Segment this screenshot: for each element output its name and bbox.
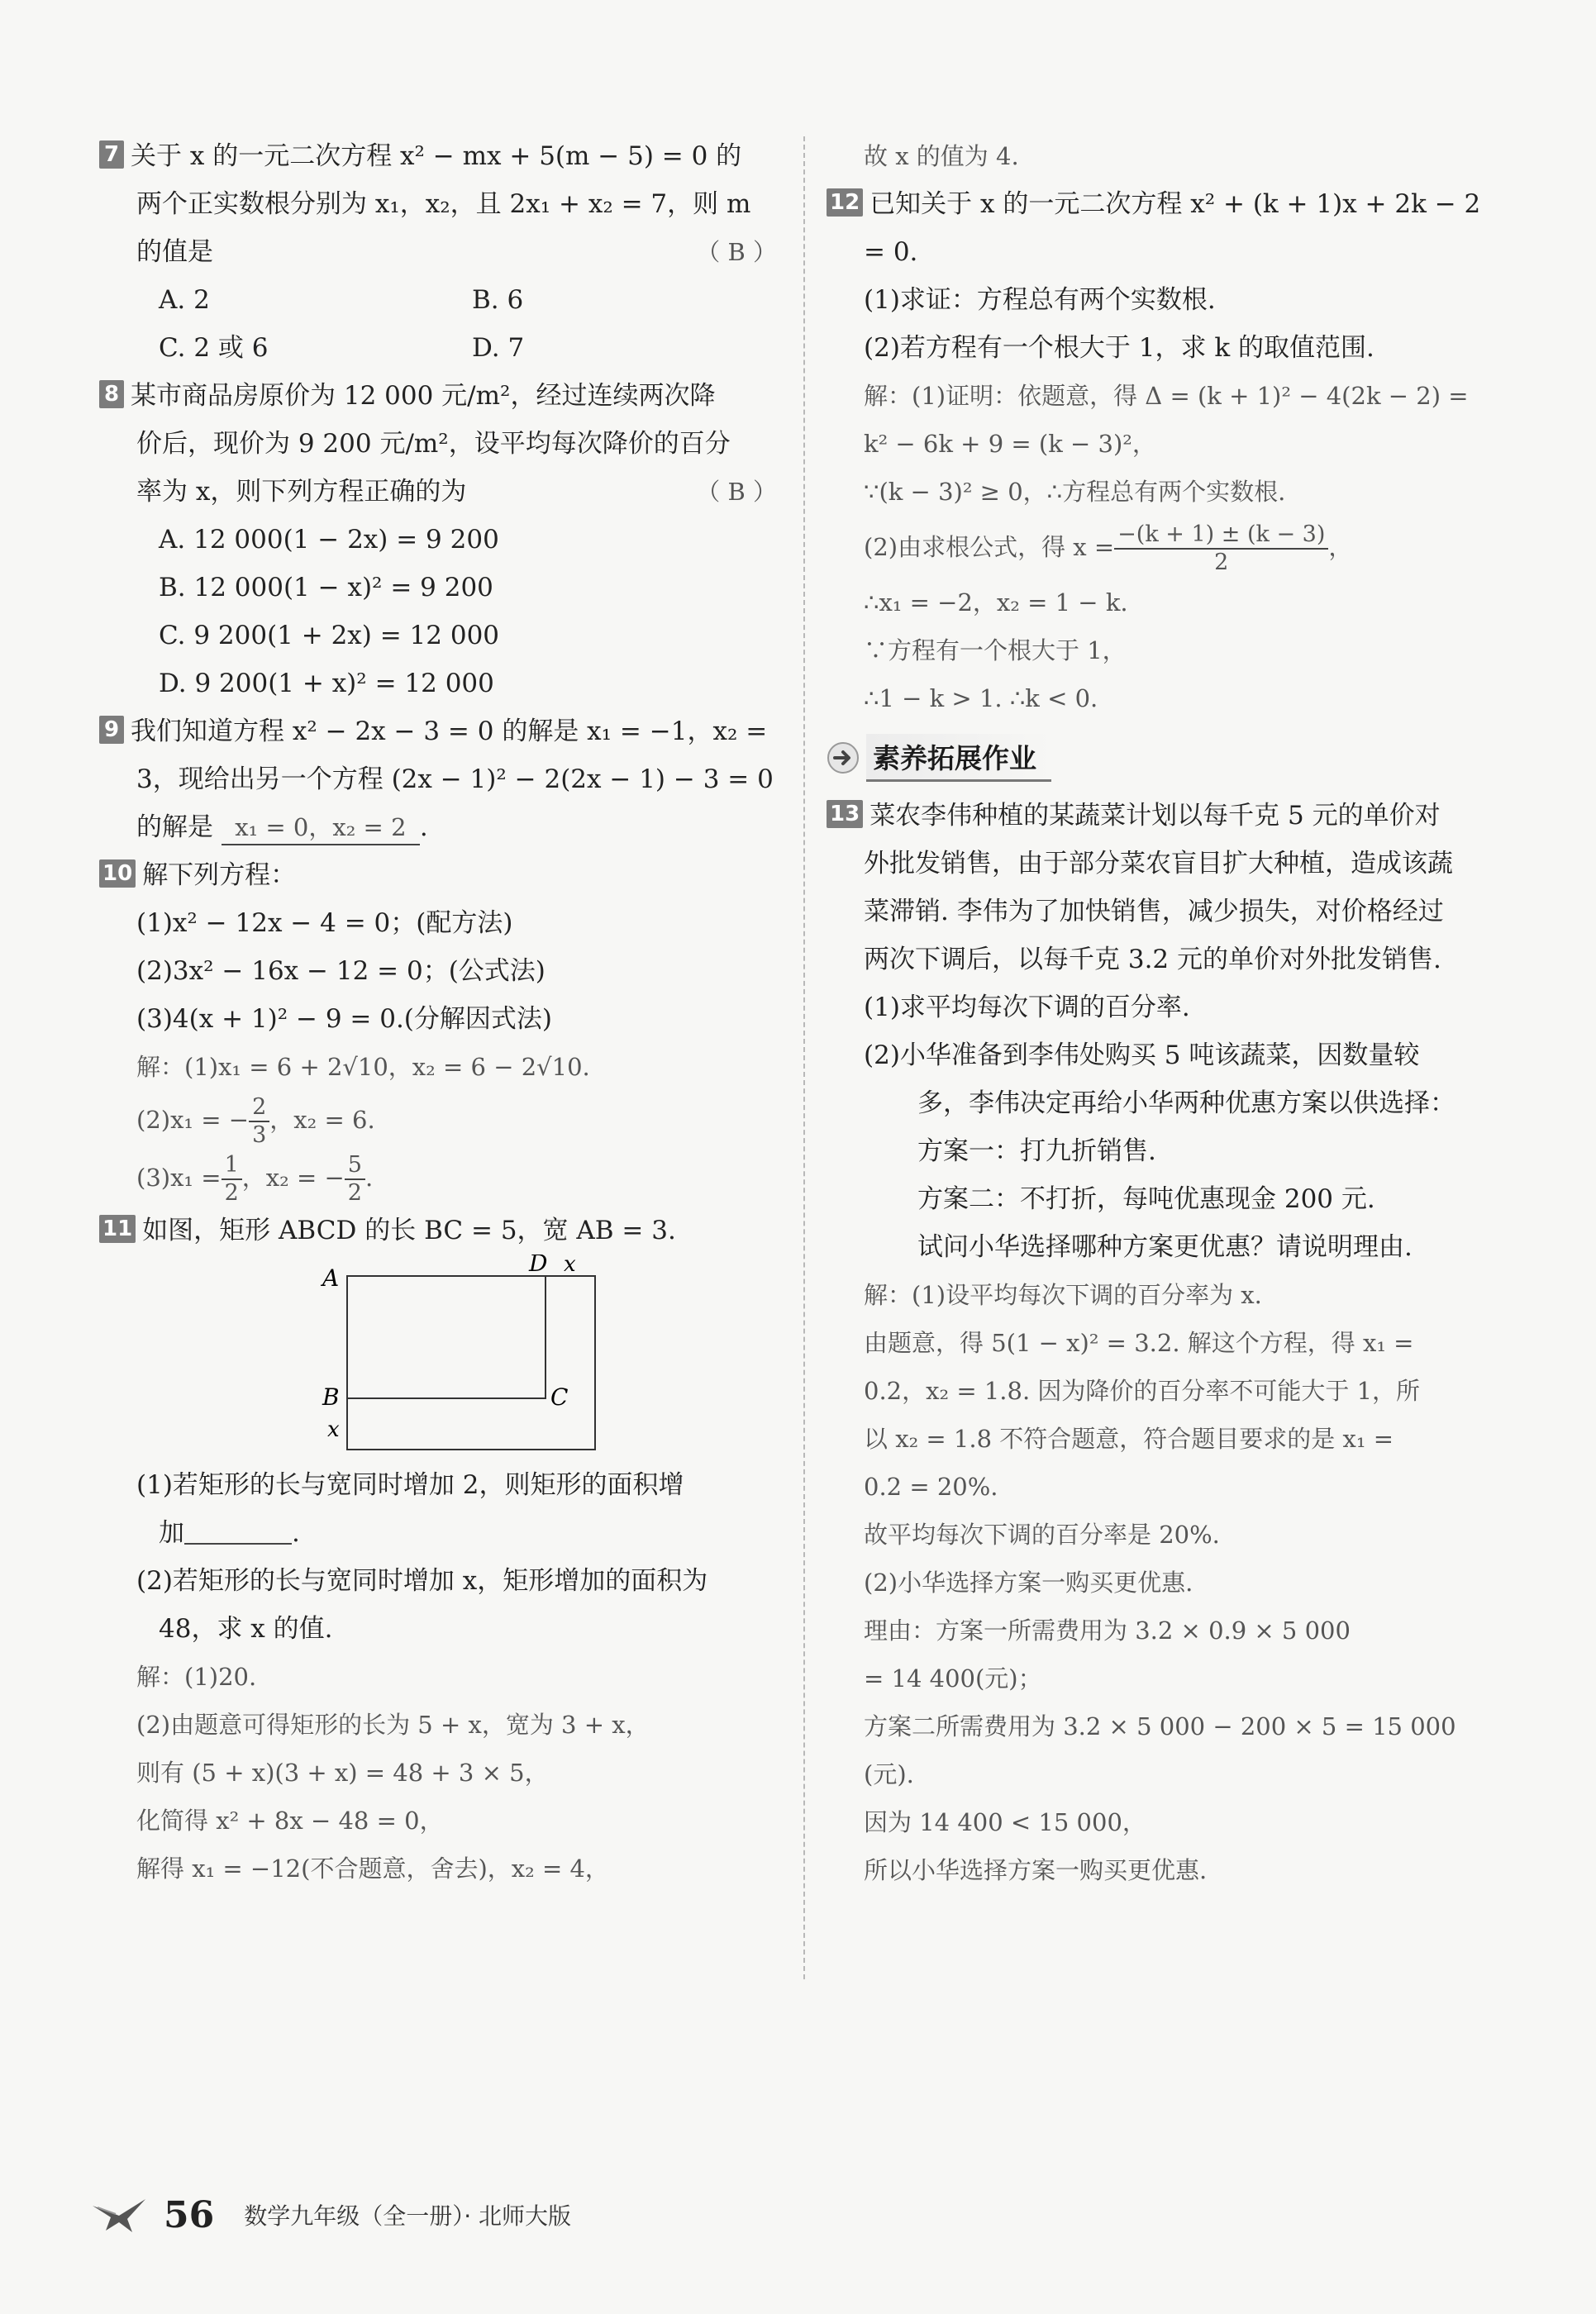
answer-choice: （ B ） [696, 238, 777, 266]
label-a: A [322, 1264, 340, 1292]
denominator: 2 [1214, 550, 1229, 575]
option-a: A. 2 [159, 285, 210, 315]
solution-line: 解得 x₁ = −12(不合题意，舍去)，x₂ = 4， [136, 1855, 609, 1883]
solution-line: 解：(1)20. [136, 1663, 257, 1691]
solution-line: ∵(k − 3)² ≥ 0，∴方程总有两个实数根. [864, 478, 1286, 506]
solution-line: 理由：方案一所需费用为 3.2 × 0.9 × 5 000 [864, 1616, 1351, 1645]
solution-text: (2)x₁ = − [136, 1106, 250, 1134]
option-b: B. 12 000(1 − x)² = 9 200 [159, 573, 493, 602]
sub-question: 48，求 x 的值. [159, 1614, 333, 1644]
solution-line [99, 1091, 785, 1149]
option-c: C. 9 200(1 + 2x) = 12 000 [159, 621, 500, 650]
sub-question: (1)若矩形的长与宽同时增加 2，则矩形的面积增 [136, 1470, 684, 1500]
right-column [827, 132, 1513, 1894]
question-13 [827, 792, 1513, 1894]
solution-line: 以 x₂ = 1.8 不符合题意，符合题目要求的是 x₁ = [864, 1425, 1394, 1453]
left-column [99, 132, 785, 1893]
question-number: 13 [827, 800, 863, 828]
option-d: D. 9 200(1 + x)² = 12 000 [159, 669, 494, 698]
fraction [345, 1152, 365, 1207]
arrow-badge-icon [827, 741, 860, 774]
solution-line: ∵方程有一个根大于 1， [864, 636, 1127, 664]
option-c: C. 2 或 6 [159, 333, 269, 363]
question-number: 8 [99, 380, 124, 408]
inner-rectangle [347, 1276, 545, 1398]
sub-question: 试问小华选择哪种方案更优惠？请说明理由. [917, 1232, 1413, 1262]
sub-question: (2)若矩形的长与宽同时增加 x，矩形增加的面积为 [136, 1566, 708, 1596]
question-text: 3，现给出另一个方程 (2x − 1)² − 2(2x − 1) − 3 = 0 [136, 764, 774, 794]
section-title: 素养拓展作业 [866, 734, 1051, 782]
sub-question: (1)x² − 12x − 4 = 0；(配方法) [136, 908, 513, 938]
plan-option: 方案二：不打折，每吨优惠现金 200 元. [917, 1184, 1375, 1214]
page-number: 56 [164, 2193, 215, 2236]
column-divider [803, 136, 805, 1979]
question-number: 12 [827, 188, 863, 217]
sub-question: (2)若方程有一个根大于 1，求 k 的取值范围. [864, 333, 1374, 363]
solution-line [827, 516, 1513, 578]
question-text: 我们知道方程 x² − 2x − 3 = 0 的解是 x₁ = −1，x₂ = [131, 717, 768, 746]
question-12 [827, 180, 1513, 722]
bird-logo-icon [91, 2194, 149, 2235]
question-text: 的解是 [136, 812, 213, 842]
question-text: 价后，现价为 9 200 元/m²，设平均每次降价的百分 [136, 429, 731, 459]
solution-text: ， [1328, 533, 1353, 561]
numerator: 5 [345, 1152, 365, 1180]
label-x-bottom: x [327, 1417, 340, 1442]
sub-question: (1)求证：方程总有两个实数根. [864, 285, 1216, 315]
solution-text: (2)由求根公式，得 x = [864, 533, 1115, 561]
question-11 [99, 1207, 785, 1893]
option-d: D. 7 [472, 333, 525, 363]
solution-line: 解：(1)设平均每次下调的百分率为 x. [864, 1281, 1262, 1309]
label-x-top: x [564, 1255, 576, 1277]
solution-line: 所以小华选择方案一购买更优惠. [864, 1856, 1208, 1884]
question-10 [99, 851, 785, 1207]
answer-blank [184, 1513, 292, 1545]
question-number: 7 [99, 140, 124, 169]
sub-question: 加 [159, 1518, 184, 1548]
question-number: 10 [99, 859, 136, 888]
rectangle-figure [99, 1255, 785, 1461]
question-text: 关于 x 的一元二次方程 x² − mx + 5(m − 5) = 0 的 [131, 141, 742, 171]
solution-line: 故平均每次下调的百分率是 20%. [864, 1521, 1220, 1549]
answer-choice: （ B ） [696, 478, 777, 506]
sub-question: (3)4(x + 1)² − 9 = 0.(分解因式法) [136, 1004, 552, 1034]
question-text: 解下列方程： [142, 860, 297, 890]
solution-line: 0.2 = 20%. [864, 1473, 998, 1501]
solution-line: (2)由题意可得矩形的长为 5 + x，宽为 3 + x， [136, 1711, 650, 1739]
solution-text: ，x₂ = 6. [269, 1106, 375, 1134]
answer-blank: x₁ = 0，x₂ = 2 [222, 811, 420, 845]
numerator: −(k + 1) ± (k − 3) [1114, 521, 1328, 550]
question-8 [99, 372, 785, 707]
question-text: 两次下调后，以每千克 3.2 元的单价对外批发销售. [864, 945, 1441, 974]
fraction [222, 1152, 242, 1207]
question-text: 的值是 [136, 237, 213, 267]
punctuation: . [292, 1518, 300, 1548]
question-text: 已知关于 x 的一元二次方程 x² + (k + 1)x + 2k − 2 [869, 189, 1481, 219]
solution-line: (元). [864, 1760, 914, 1788]
numerator: 2 [249, 1094, 269, 1122]
rectangle-diagram [99, 1255, 785, 1461]
sub-question: (2)小华准备到李伟处购买 5 吨该蔬菜，因数量较 [864, 1040, 1420, 1070]
sub-question: (2)3x² − 16x − 12 = 0；(公式法) [136, 956, 545, 986]
book-title: 数学九年级（全一册）· 北师大版 [244, 2202, 572, 2230]
solution-line [99, 1149, 785, 1207]
question-number: 11 [99, 1215, 136, 1243]
solution-text: (3)x₁ = [136, 1164, 222, 1192]
solution-text: . [364, 1164, 374, 1192]
question-text: 如图，矩形 ABCD 的长 BC = 5，宽 AB = 3. [142, 1216, 676, 1245]
question-7 [99, 132, 785, 372]
solution-line: (2)小华选择方案一购买更优惠. [864, 1569, 1193, 1597]
solution-line: 则有 (5 + x)(3 + x) = 48 + 3 × 5， [136, 1759, 549, 1787]
solution-text: ，x₂ = − [241, 1164, 345, 1192]
sub-question: (1)求平均每次下调的百分率. [864, 993, 1190, 1022]
fraction [249, 1094, 269, 1149]
question-text: 两个正实数根分别为 x₁，x₂，且 2x₁ + x₂ = 7，则 m [136, 189, 751, 219]
solution-line: 解：(1)x₁ = 6 + 2√10，x₂ = 6 − 2√10. [136, 1053, 590, 1081]
solution-line: ∴1 − k > 1. ∴k < 0. [864, 684, 1098, 712]
solution-line: 故 x 的值为 4. [864, 142, 1019, 170]
solution-line: 解：(1)证明：依题意，得 Δ = (k + 1)² − 4(2k − 2) = [864, 382, 1469, 410]
fraction [1114, 521, 1328, 576]
option-a: A. 12 000(1 − 2x) = 9 200 [159, 525, 499, 555]
plan-option: 方案一：打九折销售. [917, 1136, 1156, 1166]
section-header [827, 729, 1513, 787]
solution-line: ∴x₁ = −2，x₂ = 1 − k. [864, 588, 1128, 617]
sub-question: 多，李伟决定再给小华两种优惠方案以供选择： [917, 1088, 1455, 1118]
label-d: D [529, 1255, 548, 1277]
denominator: 2 [224, 1180, 239, 1206]
solution-line: 化简得 x² + 8x − 48 = 0， [136, 1807, 444, 1835]
denominator: 2 [347, 1180, 362, 1206]
question-text: 菜滞销. 李伟为了加快销售，减少损失，对价格经过 [864, 897, 1444, 926]
page-footer [91, 2190, 571, 2240]
solution-line: k² − 6k + 9 = (k − 3)²， [864, 430, 1156, 458]
label-b: B [322, 1383, 340, 1411]
question-text: 率为 x，则下列方程正确的为 [136, 477, 467, 507]
question-text: 外批发销售，由于部分菜农盲目扩大种植，造成该蔬 [864, 849, 1453, 878]
solution-line: = 14 400(元)； [864, 1664, 1042, 1693]
solution-line: 0.2，x₂ = 1.8. 因为降价的百分率不可能大于 1，所 [864, 1377, 1421, 1405]
question-number: 9 [99, 716, 124, 744]
option-b: B. 6 [472, 285, 524, 315]
outer-rectangle [347, 1276, 595, 1450]
question-text: 某市商品房原价为 12 000 元/m²，经过连续两次降 [131, 381, 716, 411]
question-9 [99, 707, 785, 851]
numerator: 1 [222, 1152, 242, 1180]
denominator: 3 [252, 1122, 267, 1148]
solution-line: 因为 14 400 < 15 000， [864, 1808, 1146, 1836]
punctuation: . [419, 812, 428, 842]
solution-line: 由题意，得 5(1 − x)² = 3.2. 解这个方程，得 x₁ = [864, 1329, 1414, 1357]
question-text: = 0. [864, 237, 918, 267]
label-c: C [550, 1383, 569, 1411]
solution-line: 方案二所需费用为 3.2 × 5 000 − 200 × 5 = 15 000 [864, 1712, 1456, 1740]
question-text: 菜农李伟种植的某蔬菜计划以每千克 5 元的单价对 [869, 801, 1441, 831]
